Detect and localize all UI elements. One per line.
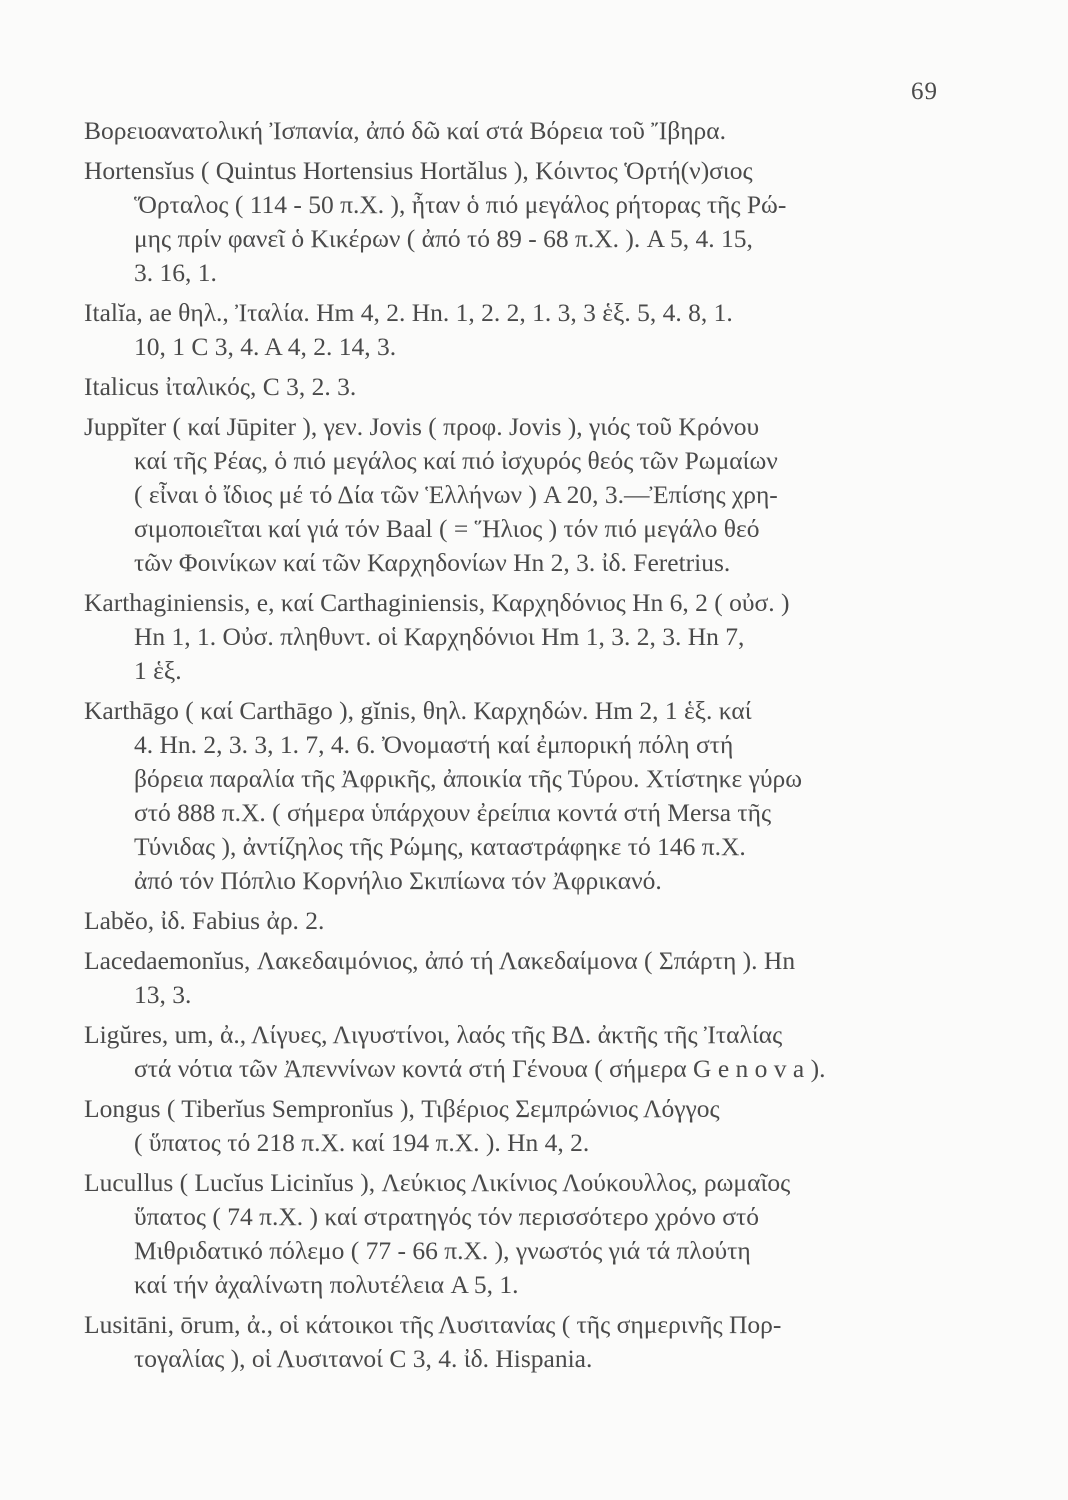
entry-continuation-line: Μιθριδατικό πόλεμο ( 77 - 66 π.Χ. ), γνωστός γιά τά πλούτη — [134, 1236, 751, 1265]
glossary-entry — [84, 1166, 954, 1302]
entry-continuation-line: 1 ἑξ. — [134, 656, 182, 685]
entry-headline: Lusitāni, ōrum, ἀ., οἱ κάτοικοι τῆς Λυσιτανίας ( τῆς σημερινῆς Πορ- — [84, 1310, 782, 1339]
glossary-entry — [84, 114, 954, 148]
entry-headline: Hortensĭus ( Quintus Hortensius Hortălus ), Κόιντος Ὁρτή(ν)σιος — [84, 156, 753, 185]
entry-continuation-line: τογαλίας ), οἱ Λυσιτανοί C 3, 4. ἰδ. Hispania. — [134, 1344, 593, 1373]
page-number: 69 — [911, 78, 938, 105]
entry-continuation-line: Ὅρταλος ( 114 - 50 π.Χ. ), ἦταν ὁ πιό μεγάλος ρήτορας τῆς Ρώ- — [134, 190, 787, 219]
glossary-entry — [84, 694, 954, 898]
glossary-entry — [84, 1018, 954, 1086]
entry-headline: Lucullus ( Lucĭus Licinĭus ), Λεύκιος Λικίνιος Λούκουλλος, ρωμαῖος — [84, 1168, 791, 1197]
entry-continuation-line: Hn 1, 1. Οὐσ. πληθυντ. οἱ Καρχηδόνιοι Hm 1, 3. 2, 3. Hn 7, — [134, 622, 745, 651]
entry-headline: Ligŭres, um, ἀ., Λίγυες, Λιγυστίνοι, λαός τῆς ΒΔ. ἀκτῆς τῆς Ἰταλίας — [84, 1020, 783, 1049]
glossary-entry — [84, 370, 954, 404]
entry-headline: Karthaginiensis, e, καί Carthaginiensis, Καρχηδόνιος Hn 6, 2 ( οὐσ. ) — [84, 588, 790, 617]
entry-continuation-line: 4. Hn. 2, 3. 3, 1. 7, 4. 6. Ὀνομαστή καί ἐμπορική πόλη στή — [134, 730, 734, 759]
glossary-entry — [84, 296, 954, 364]
entry-headline: Italicus ἰταλικός, C 3, 2. 3. — [84, 372, 357, 401]
entry-continuation-line: βόρεια παραλία τῆς Ἀφρικῆς, ἀποικία τῆς Τύρου. Χτίστηκε γύρω — [134, 764, 803, 793]
entry-headline: Karthāgo ( καί Carthāgo ), gĭnis, θηλ. Καρχηδών. Hm 2, 1 ἑξ. καί — [84, 696, 752, 725]
glossary-entry — [84, 154, 954, 290]
glossary-entry — [84, 410, 954, 580]
entry-continuation-line: ( ὕπατος τό 218 π.Χ. καί 194 π.Χ. ). Hn 4, 2. — [134, 1128, 590, 1157]
entry-continuation-line: Τύνιδας ), ἀντίζηλος τῆς Ρώμης, καταστράφηκε τό 146 π.Χ. — [134, 832, 746, 861]
entry-continuation-line: στά νότια τῶν Ἀπεννίνων κοντά στή Γένουα ( σήμερα G e n o v a ). — [134, 1054, 826, 1083]
glossary-entry — [84, 1308, 954, 1376]
entry-continuation-line: καί τήν ἀχαλίνωτη πολυτέλεια A 5, 1. — [134, 1270, 519, 1299]
entry-headline: Longus ( Tiberĭus Sempronĭus ), Τιβέριος Σεμπρώνιος Λόγγος — [84, 1094, 720, 1123]
glossary-entry — [84, 944, 954, 1012]
entry-continuation-line: στό 888 π.Χ. ( σήμερα ὑπάρχουν ἐρείπια κοντά στή Mersa τῆς — [134, 798, 772, 827]
entry-headline: Lacedaemonĭus, Λακεδαιμόνιος, ἀπό τή Λακεδαίμονα ( Σπάρτη ). Hn — [84, 946, 796, 975]
entry-continuation-line: ἀπό τόν Πόπλιο Κορνήλιο Σκιπίωνα τόν Ἀφρικανό. — [134, 866, 662, 895]
entry-headline: Juppĭter ( καί Jūpiter ), γεν. Jovis ( προφ. Jovis ), γιός τοῦ Κρόνου — [84, 412, 760, 441]
entry-continuation-line: 10, 1 C 3, 4. A 4, 2. 14, 3. — [134, 332, 397, 361]
entry-continuation-line: 13, 3. — [134, 980, 192, 1009]
entry-continuation-line: ( εἶναι ὁ ἴδιος μέ τό Δία τῶν Ἑλλήνων ) A 20, 3.—Ἐπίσης χρη- — [134, 480, 778, 509]
glossary-entry — [84, 1092, 954, 1160]
entry-headline: Italĭa, ae θηλ., Ἰταλία. Hm 4, 2. Hn. 1, 2. 2, 1. 3, 3 ἑξ. 5, 4. 8, 1. — [84, 298, 733, 327]
entry-continuation-line: ὕπατος ( 74 π.Χ. ) καί στρατηγός τόν περισσότερο χρόνο στό — [134, 1202, 760, 1231]
glossary-entry — [84, 904, 954, 938]
entry-continuation-line: σιμοποιεῖται καί γιά τόν Baal ( = Ἥλιος ) τόν πιό μεγάλο θεό — [134, 514, 760, 543]
entry-headline: Labĕo, ἰδ. Fabius ἀρ. 2. — [84, 906, 325, 935]
entry-continuation-line: μης πρίν φανεῖ ὁ Κικέρων ( ἀπό τό 89 - 68 π.Χ. ). A 5, 4. 15, — [134, 224, 753, 253]
entry-continuation-line: τῶν Φοινίκων καί τῶν Καρχηδονίων Hn 2, 3. ἰδ. Feretrius. — [134, 548, 731, 577]
entry-headline: Βορειοανατολική Ἰσπανία, ἀπό δῶ καί στά Βόρεια τοῦ Ἴβηρα. — [84, 116, 727, 145]
entry-continuation-line: 3. 16, 1. — [134, 258, 217, 287]
glossary-entries — [84, 114, 954, 1382]
entry-continuation-line: καί τῆς Ρέας, ὁ πιό μεγάλος καί πιό ἰσχυρός θεός τῶν Ρωμαίων — [134, 446, 778, 475]
glossary-entry — [84, 586, 954, 688]
